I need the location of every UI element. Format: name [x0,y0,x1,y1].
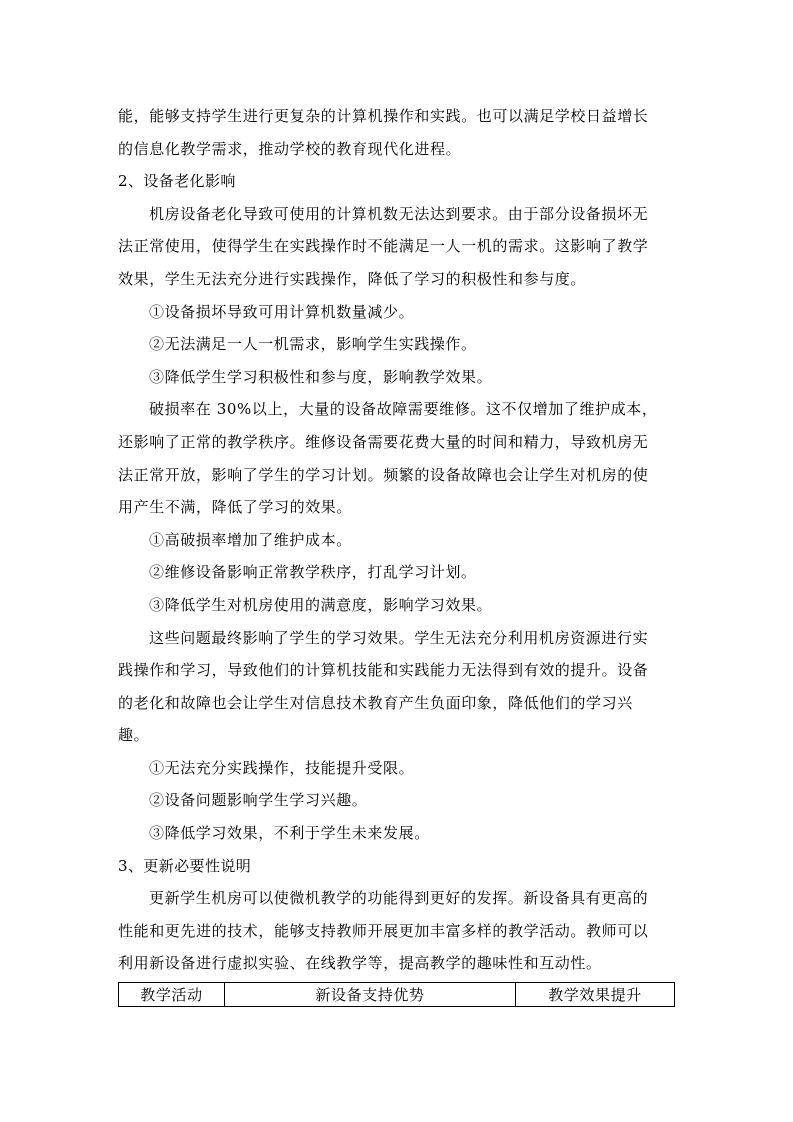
list-item: ②设备问题影响学生学习兴趣。 [149,791,368,810]
list-item: ③降低学生学习积极性和参与度，影响教学效果。 [149,367,493,386]
table-header-cell: 教学活动 [119,983,225,1007]
paragraph-line: 机房设备老化导致可使用的计算机数无法达到要求。由于部分设备损坏无 [149,204,649,223]
paragraph-line: 用产生不满，降低了学习的效果。 [118,498,353,517]
paragraph-line: 趣。 [118,726,150,745]
paragraph-line: 践操作和学习，导致他们的计算机技能和实践能力无法得到有效的提升。设备 [118,661,649,680]
paragraph-line: 法正常使用，使得学生在实践操作时不能满足一人一机的需求。这影响了教学 [118,237,649,256]
paragraph-line: 的信息化教学需求，推动学校的教育现代化进程。 [118,139,462,158]
paragraph-line: 还影响了正常的教学秩序。维修设备需要花费大量的时间和精力，导致机房无 [118,432,649,451]
paragraph-line: 破损率在 30%以上，大量的设备故障需要维修。这不仅增加了维护成本， [149,400,658,419]
paragraph-line: 这些问题最终影响了学生的学习效果。学生无法充分利用机房资源进行实 [149,628,649,647]
table-header-cell: 新设备支持优势 [225,983,516,1007]
list-item: ③降低学生对机房使用的满意度，影响学习效果。 [149,595,493,614]
list-item: ①高破损率增加了维护成本。 [149,530,352,549]
section-heading: 3、更新必要性说明 [118,856,252,875]
comparison-table [118,982,675,1007]
paragraph-line: 更新学生机房可以使微机教学的功能得到更好的发挥。新设备具有更高的 [149,889,649,908]
list-item: ②无法满足一人一机需求，影响学生实践操作。 [149,335,477,354]
paragraph-line: 利用新设备进行虚拟实验、在线教学等，提高教学的趣味性和互动性。 [118,954,602,973]
paragraph-line: 的老化和故障也会让学生对信息技术教育产生负面印象，降低他们的学习兴 [118,693,633,712]
list-item: ①设备损坏导致可用计算机数量减少。 [149,302,415,321]
paragraph-line: 效果，学生无法充分进行实践操作，降低了学习的积极性和参与度。 [118,269,587,288]
section-heading: 2、设备老化影响 [118,172,236,191]
document-page [118,100,678,1007]
list-item: ②维修设备影响正常教学秩序，打乱学习计划。 [149,563,477,582]
paragraph-line: 能，能够支持学生进行更复杂的计算机操作和实践。也可以满足学校日益增长 [118,107,649,125]
list-item: ①无法充分实践操作，技能提升受限。 [149,758,415,777]
paragraph-line: 性能和更先进的技术，能够支持教师开展更加丰富多样的教学活动。教师可以 [118,921,649,940]
paragraph-line: 法正常开放，影响了学生的学习计划。频繁的设备故障也会让学生对机房的使 [118,465,649,484]
table-header-cell: 教学效果提升 [516,983,675,1007]
list-item: ③降低学习效果，不利于学生未来发展。 [149,824,430,843]
table-header-row [119,983,675,1007]
